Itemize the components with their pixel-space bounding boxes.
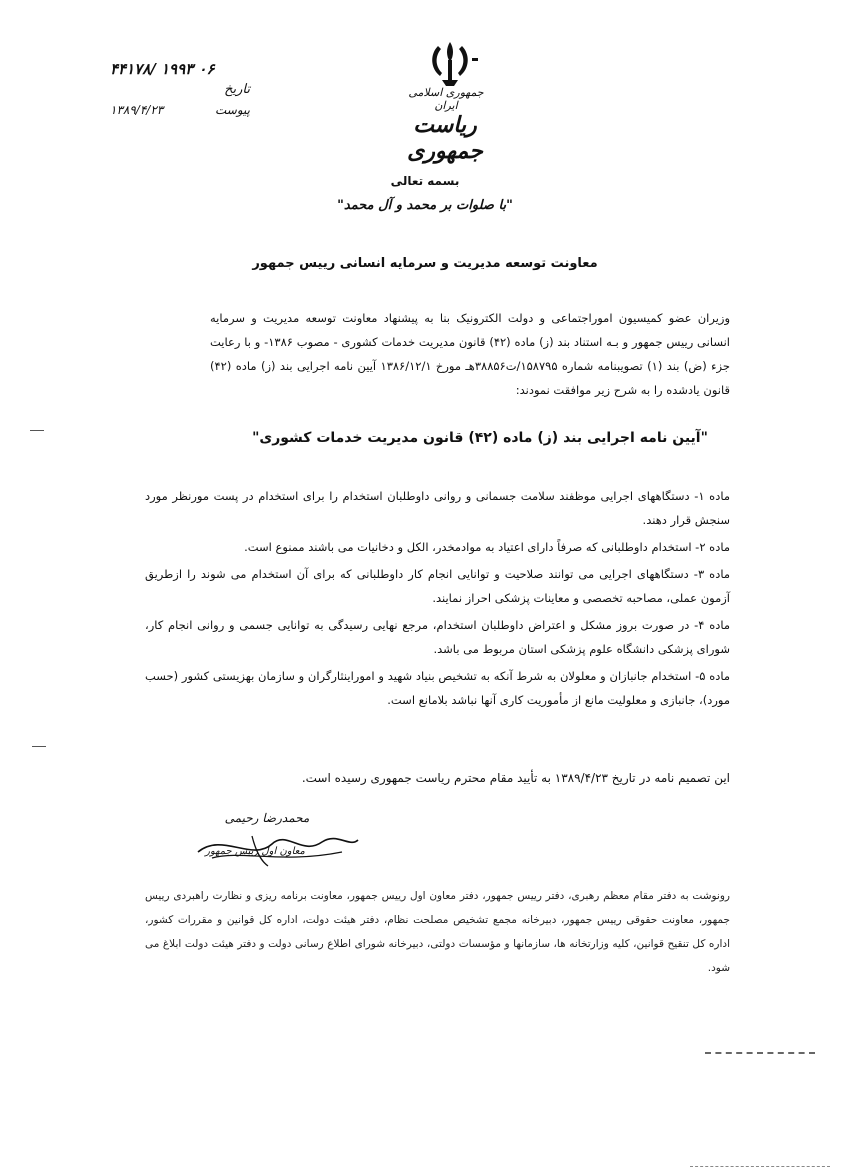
article-3: ماده ۳- دستگاههای اجرایی می توانند صلاحیت و توانایی انجام کار داوطلبانی که برای آن استخدام می شوند را ازطریق آزمون عملی، مصاحبه تخصصی و معاینات پزشکی احراز نمایند. [145,567,730,605]
scan-mark-footer [690,1166,830,1167]
scan-mark-bottom [705,1052,815,1054]
letter-meta [110,60,250,117]
articles-list [145,484,730,715]
date-label: تاریخ [224,82,250,97]
addressee: معاونت توسعه مدیریت و سرمایه انسانی رییس جمهور [252,256,598,271]
country-name: جمهوری اسلامی ایران [408,86,484,112]
scan-mark-left-1 [30,430,44,431]
article-5: ماده ۵- استخدام جانبازان و معلولان به شرط آنکه به تشخیص بنیاد شهید و اموراینثارگران و سازمان بهزیستی کشور (حسب مورد)، جانبازی و معلولیت مانع از مأموریت کاری آنها نباشد بلامانع است. [145,669,731,707]
scan-mark-left-2 [32,746,46,747]
date-value: ۱۳۸۹/۴/۲۳ [110,103,164,117]
iran-emblem-icon [420,38,480,90]
attachment-label: پیوست [215,103,250,117]
bismillah: بسمه تعالی [390,174,460,188]
presidency-name: ریاست جمهوری [407,112,483,164]
approval-statement: این تصمیم نامه در تاریخ ۱۳۸۹/۴/۲۳ به تأیید مقام محترم ریاست جمهوری رسیده است. [301,771,730,785]
date-row [110,103,250,117]
regulation-title: "آیین نامه اجرایی بند (ز) ماده (۴۲) قانون مدیریت خدمات کشوری" [252,430,708,446]
distribution-list: رونوشت به دفتر مقام معظم رهبری، دفتر رییس جمهور، دفتر معاون اول رییس جمهور، معاونت برنامه ریزی و نظارت راهبردی رییس جمهور، معاونت حقوقی رییس جمهور، دبیرخانه مجمع تشخیص مصلحت نظام، دفتر هیئت دولت، اداره کل قوانین و مقررات کشور، اداره کل تنقیح قوانین، کلیه وزارتخانه ها، سازمانها و مؤسسات دولتی، دبیرخانه شورای اطلاع رسانی دولت و دفتر هیئت دولت ابلاغ می شود. [145,890,730,974]
article-1: ماده ۱- دستگاههای اجرایی موظفند سلامت جسمانی و روانی داوطلبان استخدام را برای استخدام در پست مورنظر مورد سنجش قرار دهند. [145,489,730,527]
salawat: "با صلوات بر محمد و آل محمد" [337,198,513,213]
article-4: ماده ۴- در صورت بروز مشکل و اعتراض داوطلبان استخدام، مرجع نهایی رسیدگی به توانایی جسمی و روانی انجام کار، شورای پزشکی دانشگاه علوم پزشکی استان مربوط می باشد. [145,618,730,656]
signatory-title: معاون اول رییس جمهور [205,846,305,857]
intro-paragraph: وزیران عضو کمیسیون اموراجتماعی و دولت الکترونیک بنا به پیشنهاد معاونت توسعه مدیریت و سرمایه انسانی رییس جمهور و بـه استناد بند (ز) ماده (۴۲) قانون مدیریت خدمات کشوری - مصوب ۱۳۸۶- و با رعایت جزء (ض) بند (۱) تصویبنامه شماره ۱۵۸۷۹۵/ت۳۸۸۵۶هـ مورخ ۱۳۸۶/۱۲/۱ آیین نامه اجرایی بند (ز) ماده (۴۲) قانون یادشده را به شرح زیر موافقت نمودند: [210,311,731,397]
article-2: ماده ۲- استخدام داوطلبانی که صرفاً دارای اعتیاد به موادمخدر، الکل و دخانیات می باشند ممنوع است. [244,540,730,554]
letter-number: ۴۴۱۷۸/ ۱۹۹۳ ۰۶ [110,60,215,78]
signatory-name: محمدرضا رحیمی [224,811,310,825]
